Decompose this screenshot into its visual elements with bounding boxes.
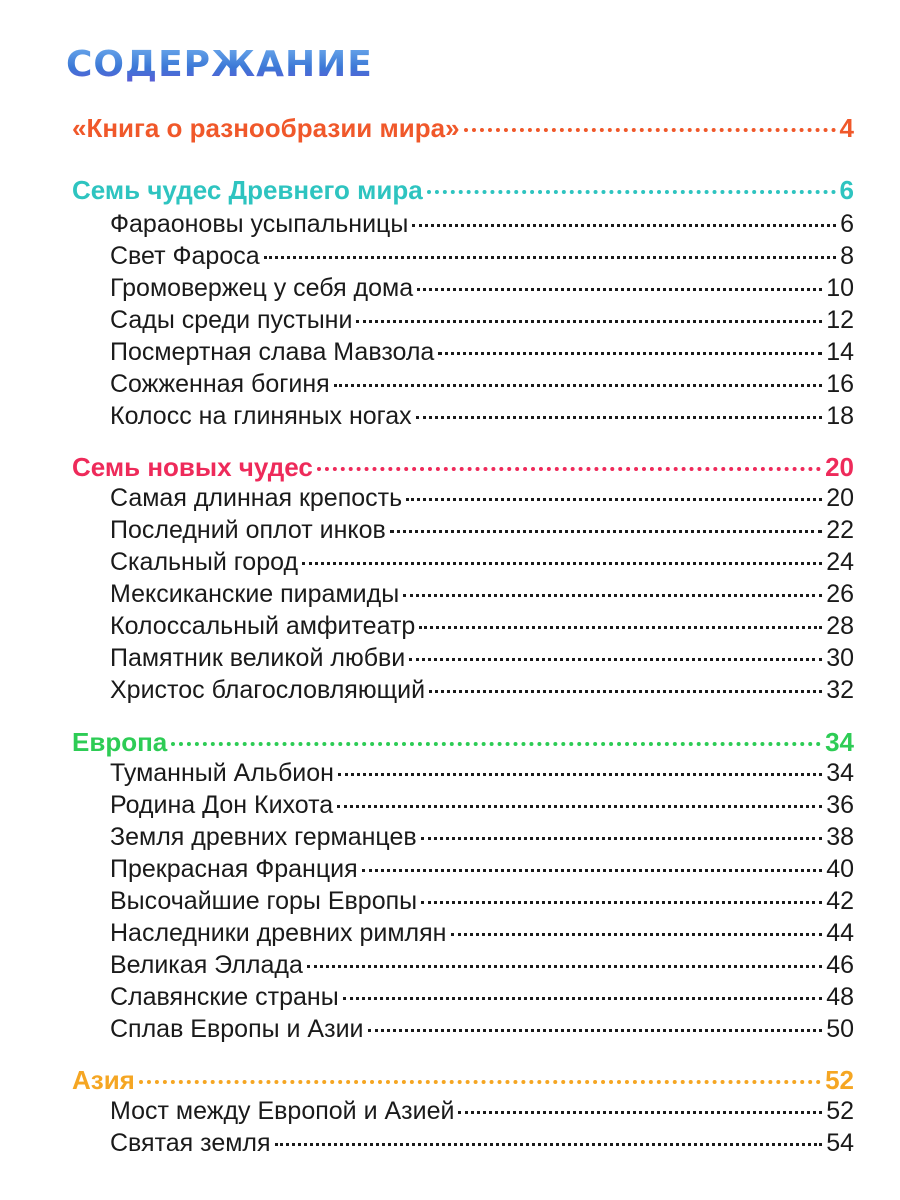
toc-page-number: 36 [826,791,854,819]
dot-leader [451,933,823,936]
toc-page-number: 44 [826,919,854,947]
dot-leader [421,901,822,904]
toc-item-label: Великая Эллада [110,951,303,979]
toc-page-number: 12 [826,306,854,334]
dot-leader [417,288,822,291]
dot-leader [390,530,822,533]
toc-item[interactable] [110,885,854,917]
toc-item-label: Последний оплот инков [110,516,386,544]
dot-leader [139,1080,821,1084]
toc-item[interactable] [110,272,854,304]
toc-page-number: 30 [826,644,854,672]
toc-page-number: 34 [825,727,854,757]
toc-page-number: 24 [826,548,854,576]
dot-leader [275,1143,823,1146]
toc-item-label: Сожженная богиня [110,370,330,398]
dot-leader [427,190,836,194]
toc-item-label: Громовержец у себя дома [110,274,414,302]
toc-item-label: Славянские страны [110,983,339,1011]
dot-leader [403,594,822,597]
toc-page-number: 40 [826,855,854,883]
toc-item-label: Свет Фароса [110,242,260,270]
toc-item[interactable] [110,578,854,610]
dot-leader [317,467,821,471]
toc-item[interactable] [110,482,854,514]
toc-item[interactable] [110,336,854,368]
toc-section-label: Семь новых чудес [72,452,313,482]
toc-item[interactable] [110,546,854,578]
toc-item-label: Фараоновы усыпальницы [110,210,409,238]
toc-item[interactable] [110,757,854,789]
toc-item[interactable] [110,304,854,336]
toc-item[interactable] [110,514,854,546]
toc-item[interactable] [110,1127,854,1159]
toc-page-number: 10 [826,274,854,302]
toc-page-number: 42 [826,887,854,915]
dot-leader [171,742,821,746]
toc-item-label: Сады среди пустыни [110,306,353,334]
toc-item-label: Колоссальный амфитеатр [110,612,416,640]
toc-item-label: Мексиканские пирамиды [110,580,400,608]
toc-item[interactable] [110,1013,854,1045]
dot-leader [264,256,836,259]
toc-item-label: Посмертная слава Мавзола [110,338,435,366]
toc-section-europe[interactable] [72,725,854,759]
dot-leader [338,773,822,776]
dot-leader [356,320,822,323]
page-title: СОДЕРЖАНИЕ [66,40,373,90]
dot-leader [337,805,822,808]
dot-leader [307,965,822,968]
toc-page-number: 4 [839,113,854,143]
toc-item-label: Колосс на глиняных ногах [110,402,412,430]
toc-page-number: 26 [826,580,854,608]
toc-page-number: 52 [825,1065,854,1095]
dot-leader [416,416,823,419]
toc-item-label: Прекрасная Франция [110,855,358,883]
toc-page-number: 8 [840,242,854,270]
toc-item[interactable] [110,853,854,885]
toc-item-label: Мост между Европой и Азией [110,1097,455,1125]
toc-page-number: 32 [826,676,854,704]
dot-leader [438,352,822,355]
dot-leader [368,1029,823,1032]
toc-item-label: Туманный Альбион [110,759,334,787]
toc-page-number: 14 [826,338,854,366]
toc-section-asia[interactable] [72,1063,854,1097]
toc-page-number: 54 [826,1129,854,1157]
toc-page-number: 34 [826,759,854,787]
toc-page-number: 20 [826,484,854,512]
dot-leader [429,690,822,693]
toc-item-label: Святая земля [110,1129,271,1157]
toc-item[interactable] [110,674,854,706]
dot-leader [302,562,822,565]
toc-item-label: Родина Дон Кихота [110,791,334,819]
toc-item-label: Наследники древних римлян [110,919,447,947]
toc-item-label: Высочайшие горы Европы [110,887,418,915]
toc-item-label: Сплав Европы и Азии [110,1015,364,1043]
toc-item-label: Христос благословляющий [110,676,426,704]
toc-page-number: 16 [826,370,854,398]
toc-item-label: Памятник великой любви [110,644,406,672]
toc-item[interactable] [110,821,854,853]
toc-section-new-wonders[interactable] [72,450,854,484]
toc-item-label: Самая длинная крепость [110,484,403,512]
dot-leader [343,997,823,1000]
dot-leader [406,498,822,501]
toc-page-number: 38 [826,823,854,851]
toc-item[interactable] [110,1095,854,1127]
toc-page-number: 6 [839,175,854,205]
toc-item[interactable] [110,400,854,432]
toc-section-label: Азия [72,1065,135,1095]
toc-item[interactable] [110,949,854,981]
dot-leader [409,658,822,661]
dot-leader [412,224,836,227]
dot-leader [334,384,823,387]
toc-page-number: 28 [826,612,854,640]
dot-leader [362,869,823,872]
toc-page-number: 52 [826,1097,854,1125]
toc-item-label: Земля древних германцев [110,823,417,851]
toc-page-number: 46 [826,951,854,979]
toc-section-label: Европа [72,727,168,757]
toc-item[interactable] [110,642,854,674]
dot-leader [419,626,822,629]
toc-item[interactable] [110,240,854,272]
toc-item[interactable] [110,789,854,821]
toc-page-number: 6 [840,210,854,238]
toc-page-number: 50 [826,1015,854,1043]
toc-item-label: Скальный город [110,548,299,576]
toc-entry-intro[interactable] [72,111,854,145]
toc-page-number: 22 [826,516,854,544]
dot-leader [464,128,836,132]
toc-item[interactable] [110,368,854,400]
toc-page-number: 20 [825,452,854,482]
toc-page-number: 48 [826,983,854,1011]
toc-entry-label: «Книга о разнообразии мира» [72,113,460,143]
dot-leader [421,837,823,840]
toc-section-label: Семь чудес Древнего мира [72,175,423,205]
toc-item[interactable] [110,610,854,642]
toc-item[interactable] [110,981,854,1013]
toc-section-ancient-wonders[interactable] [72,173,854,207]
toc-page-number: 18 [826,402,854,430]
toc-item[interactable] [110,208,854,240]
toc-item[interactable] [110,917,854,949]
dot-leader [458,1111,822,1114]
